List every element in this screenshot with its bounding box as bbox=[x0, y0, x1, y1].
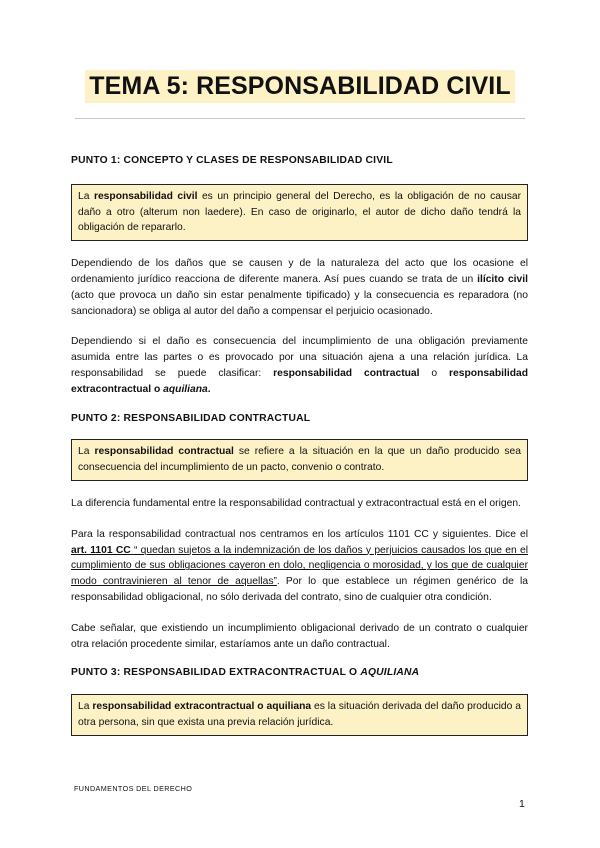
paragraph-text: o bbox=[419, 367, 450, 379]
punto2-heading: PUNTO 2: RESPONSABILIDAD CONTRACTUAL bbox=[71, 412, 311, 424]
box-text: La bbox=[78, 446, 95, 458]
punto1-definition-box bbox=[71, 184, 528, 241]
punto2-definition-box bbox=[71, 439, 528, 481]
article-reference: art. 1101 CC bbox=[71, 544, 131, 556]
paragraph-text: . bbox=[207, 383, 211, 395]
paragraph-text: . Por lo que establece un régimen genérico de la responsabilidad obligacional, no sólo derivada del contrato, sino de cualquier otra condición. bbox=[71, 576, 528, 603]
heading-italic-text: AQUILIANA bbox=[360, 667, 420, 679]
box-text: se refiere a la situación en la que un daño producido sea consecuencia del incumplimiento de un pacto, convenio o contrato. bbox=[78, 446, 521, 474]
bold-italic-term: aquiliana bbox=[163, 383, 208, 395]
bold-term: ilícito civil bbox=[477, 273, 528, 285]
box-bold-term: responsabilidad extracontractual o aquiliana bbox=[92, 701, 312, 713]
paragraph-text: Para la responsabilidad contractual nos centramos en los artículos 1101 CC y siguientes. Dice el bbox=[71, 528, 528, 540]
box-text: La bbox=[78, 190, 94, 202]
punto2-paragraph-3: Cabe señalar, que existiendo un incumplimiento obligacional derivado de un contrato o cualquier otra relación procedente similar, estaríamos ante un daño contractual. bbox=[71, 622, 528, 650]
punto1-heading: PUNTO 1: CONCEPTO Y CLASES DE RESPONSABILIDAD CIVIL bbox=[71, 155, 393, 166]
page-title: TEMA 5: RESPONSABILIDAD CIVIL bbox=[85, 70, 514, 103]
document-body bbox=[71, 153, 528, 736]
box-text: es un principio general del Derecho, es la obligación de no causar daño a otro (alterum non laedere). En caso de originarlo, el autor de dicho daño tendrá la obligación de repararlo. bbox=[78, 190, 521, 234]
punto2-paragraph-2 bbox=[71, 527, 528, 606]
box-bold-term: responsabilidad contractual bbox=[94, 446, 234, 458]
box-text: La bbox=[78, 701, 93, 713]
page-footer: FUNDAMENTOS DEL DERECHO bbox=[74, 784, 193, 793]
title-wrap bbox=[0, 70, 600, 103]
punto1-paragraph-1 bbox=[71, 256, 528, 319]
page-number: 1 bbox=[519, 798, 525, 810]
bold-term: responsabilidad contractual bbox=[273, 367, 420, 379]
box-text: es la situación derivada del daño producido a otra persona, sin que exista una previa relación jurídica. bbox=[78, 701, 521, 728]
article-quote: “ quedan sujetos a la indemnización de los daños y perjuicios causados los que en el cumplimiento de sus obligaciones cayeron en dolo, negligencia o morosidad, y los que de cualquier modo contravinieren al tenor de aquellas” bbox=[71, 544, 528, 588]
paragraph-text: Dependiendo si el daño es consecuencia del incumplimiento de una obligación previamente asumida entre las partes o es provocado por una situación ajena a una relación jurídica. La responsabilidad se puede clasificar: bbox=[71, 336, 528, 379]
punto2-paragraph-1: La diferencia fundamental entre la responsabilidad contractual y extracontractual está en el origen. bbox=[71, 497, 521, 509]
heading-text: PUNTO 3: RESPONSABILIDAD EXTRACONTRACTUAL O bbox=[71, 667, 361, 679]
punto1-paragraph-2 bbox=[71, 334, 528, 397]
paragraph-text: Dependiendo de los daños que se causen y de la naturaleza del acto que los ocasione el ordenamiento jurídico reacciona de diferente manera. Así pues cuando se trata de un bbox=[71, 258, 528, 285]
punto3-definition-box bbox=[71, 694, 528, 736]
title-divider bbox=[75, 118, 525, 119]
punto3-heading bbox=[71, 665, 528, 681]
box-bold-term: responsabilidad civil bbox=[93, 190, 198, 202]
bold-term: responsabilidad extracontractual o bbox=[71, 367, 529, 395]
paragraph-text: (acto que provoca un daño sin estar penalmente tipificado) y la consecuencia es reparadora (no sancionadora) se obliga al autor del daño a compensar el perjuicio ocasionado. bbox=[71, 289, 528, 317]
